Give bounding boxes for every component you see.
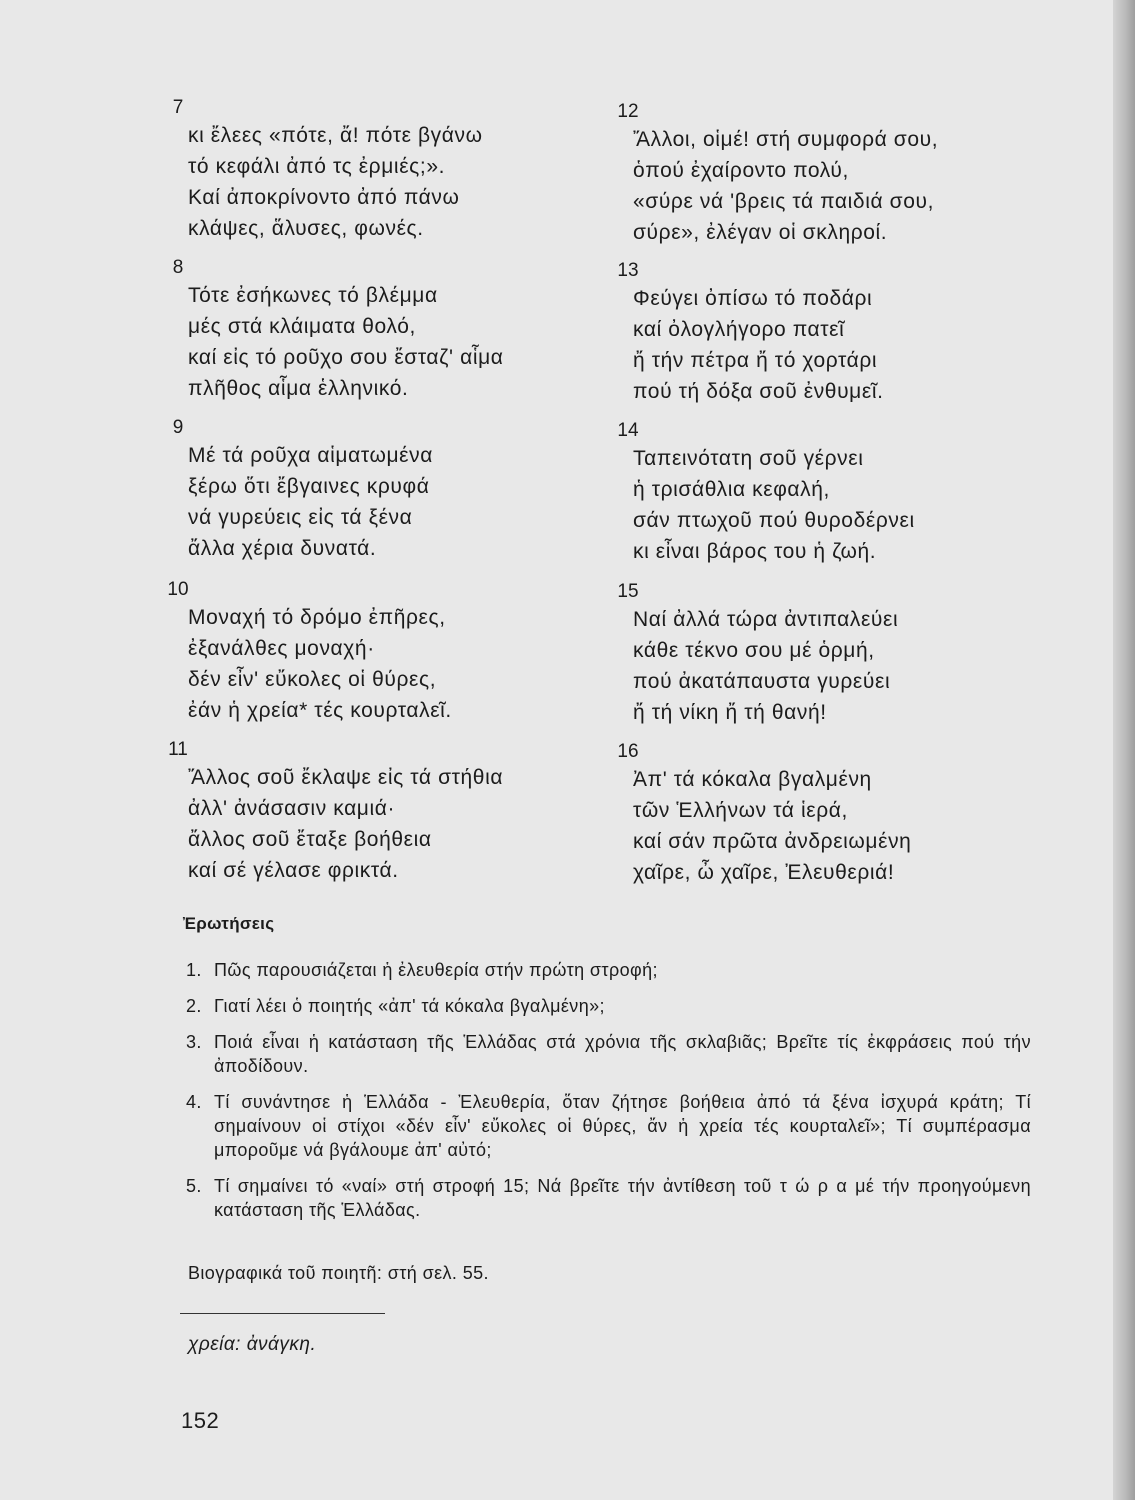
questions-heading: Ἐρωτήσεις	[183, 914, 275, 933]
verse-line: Ἄλλος σοῦ ἔκλαψε εἰς τά στήθια	[188, 766, 504, 789]
stanza-number: 10	[167, 579, 189, 600]
verse-line: πού τή δόξα σοῦ ἐνθυμεῖ.	[633, 380, 884, 403]
stanza-12	[617, 100, 939, 248]
stanza-number: 13	[617, 260, 639, 281]
stanza-number: 11	[168, 739, 188, 760]
question-text: Τί σημαίνει τό «ναί» στή στροφή 15; Νά βρεῖτε τήν ἀντίθεση τοῦ τ ώ ρ α μέ τήν προηγούμενη κατάσταση τῆς Ἑλλάδας.	[214, 1176, 1031, 1220]
question-text: Τί συνάντησε ἡ Ἑλλάδα - Ἐλευθερία, ὅταν ζήτησε βοήθεια ἀπό τά ξένα ἰσχυρά κράτη; Τί σημαίνουν οἱ στίχοι «δέν εἶν' εὔκολες οἱ θύρες, ἄν ἡ χρεία τές κουρταλεῖ»; Τί συμπέρασμα μποροῦμε νά βγάλουμε ἀπ' αὐτό;	[214, 1092, 1031, 1160]
question-item	[186, 958, 1031, 982]
verse-line: ἡ τρισάθλια κεφαλή,	[633, 478, 830, 501]
question-number: 4.	[186, 1092, 202, 1112]
verse-line: πού ἀκατάπαυστα γυρεύει	[633, 670, 891, 693]
footnote: χρεία: ἀνάγκη.	[188, 1334, 317, 1355]
stanza-14	[617, 419, 915, 567]
page-edge-shadow	[1113, 0, 1135, 1500]
verse-line: ἄλλος σοῦ ἔταξε βοήθεια	[188, 828, 432, 851]
question-text: Πῶς παρουσιάζεται ἡ ἐλευθερία στήν πρώτη στροφή;	[214, 960, 658, 980]
page-number: 152	[181, 1408, 220, 1433]
questions-list	[186, 958, 1031, 1234]
verse-line: κάθε τέκνο σου μέ ὁρμή,	[633, 639, 875, 662]
verse-line: μές στά κλάιματα θολό,	[188, 315, 416, 338]
verse-line: δέν εἶν' εὔκολες οἱ θύρες,	[188, 668, 437, 691]
stanza-number: 16	[617, 741, 639, 762]
question-number: 5.	[186, 1176, 202, 1196]
question-item	[186, 1174, 1031, 1222]
question-item	[186, 1090, 1031, 1162]
verse-line: καί εἰς τό ροῦχο σου ἔσταζ' αἷμα	[188, 346, 504, 369]
verse-line: ἄλλα χέρια δυνατά.	[188, 537, 377, 560]
stanza-16	[617, 740, 912, 888]
stanza-13	[617, 259, 884, 407]
verse-line: Μέ τά ροῦχα αἱματωμένα	[188, 444, 433, 467]
verse-line: ὁπού ἐχαίροντο πολύ,	[633, 159, 849, 182]
verse-line: τό κεφάλι ἀπό τς ἐρμιές;».	[188, 155, 446, 178]
verse-line: κλάψες, ἅλυσες, φωνές.	[188, 217, 424, 240]
footnote-divider	[180, 1313, 385, 1314]
stanza-number: 7	[172, 97, 184, 118]
verse-line: Τότε ἐσήκωνες τό βλέμμα	[188, 284, 438, 307]
stanza-9	[172, 416, 433, 564]
verse-line: χαῖρε, ὦ χαῖρε, Ἐλευθεριά!	[633, 861, 895, 884]
verse-line: «σύρε νά 'βρεις τά παιδιά σου,	[633, 190, 935, 213]
stanza-number: 12	[617, 101, 639, 122]
question-number: 1.	[186, 960, 202, 980]
question-text: Γιατί λέει ὁ ποιητής «ἀπ' τά κόκαλα βγαλμένη»;	[214, 996, 605, 1016]
verse-line: πλῆθος αἷμα ἑλληνικό.	[188, 377, 409, 400]
verse-line: Μοναχή τό δρόμο ἐπῆρες,	[188, 606, 446, 629]
verse-line: Ναί ἀλλά τώρα ἀντιπαλεύει	[633, 608, 899, 631]
verse-line: σύρε», ἐλέγαν οἱ σκληροί.	[633, 221, 888, 244]
verse-line: κι εἶναι βάρος του ἡ ζωή.	[633, 540, 877, 563]
verse-line: ξέρω ὅτι ἔβγαινες κρυφά	[188, 475, 430, 498]
question-number: 3.	[186, 1032, 202, 1052]
question-item	[186, 1030, 1031, 1078]
biography-note: Βιογραφικά τοῦ ποιητῆ: στή σελ. 55.	[188, 1263, 489, 1283]
verse-line: ἐξανάλθες μοναχή·	[188, 637, 375, 660]
stanza-number: 14	[617, 420, 639, 441]
question-item	[186, 994, 1031, 1018]
verse-line: κι ἔλεες «πότε, ἄ! πότε βγάνω	[188, 124, 483, 147]
verse-line: Φεύγει ὀπίσω τό ποδάρι	[633, 287, 873, 310]
stanza-10	[167, 578, 452, 726]
verse-line: ἤ τήν πέτρα ἤ τό χορτάρι	[633, 349, 878, 372]
verse-line: Ἄλλοι, οἱμέ! στή συμφορά σου,	[633, 128, 939, 151]
stanza-number: 8	[172, 257, 184, 278]
stanza-number: 9	[172, 417, 184, 438]
verse-line: καί σάν πρῶτα ἀνδρειωμένη	[633, 830, 912, 853]
verse-line: καί ὀλογλήγορο πατεῖ	[633, 318, 845, 341]
verse-line: Ἀπ' τά κόκαλα βγαλμένη	[633, 768, 872, 791]
verse-line: ἤ τή νίκη ἤ τή θανή!	[633, 701, 827, 724]
question-number: 2.	[186, 996, 202, 1016]
verse-line: ἐάν ἡ χρεία* τές κουρταλεῖ.	[188, 699, 452, 722]
verse-line: τῶν Ἑλλήνων τά ἱερά,	[633, 799, 848, 822]
verse-line: ἀλλ' ἀνάσασιν καμιά·	[188, 797, 396, 820]
verse-line: καί σέ γέλασε φρικτά.	[188, 859, 399, 882]
stanza-15	[617, 580, 899, 728]
verse-line: Ταπεινότατη σοῦ γέρνει	[633, 447, 864, 470]
stanza-number: 15	[617, 581, 639, 602]
question-text: Ποιά εἶναι ἡ κατάσταση τῆς Ἑλλάδας στά χρόνια τῆς σκλαβιᾶς; Βρεῖτε τίς ἐκφράσεις πού τήν ἀποδίδουν.	[214, 1032, 1031, 1076]
verse-line: σάν πτωχοῦ πού θυροδέρνει	[633, 509, 915, 532]
verse-line: νά γυρεύεις εἰς τά ξένα	[188, 506, 413, 529]
verse-line: Καί ἀποκρίνοντο ἀπό πάνω	[188, 186, 460, 209]
